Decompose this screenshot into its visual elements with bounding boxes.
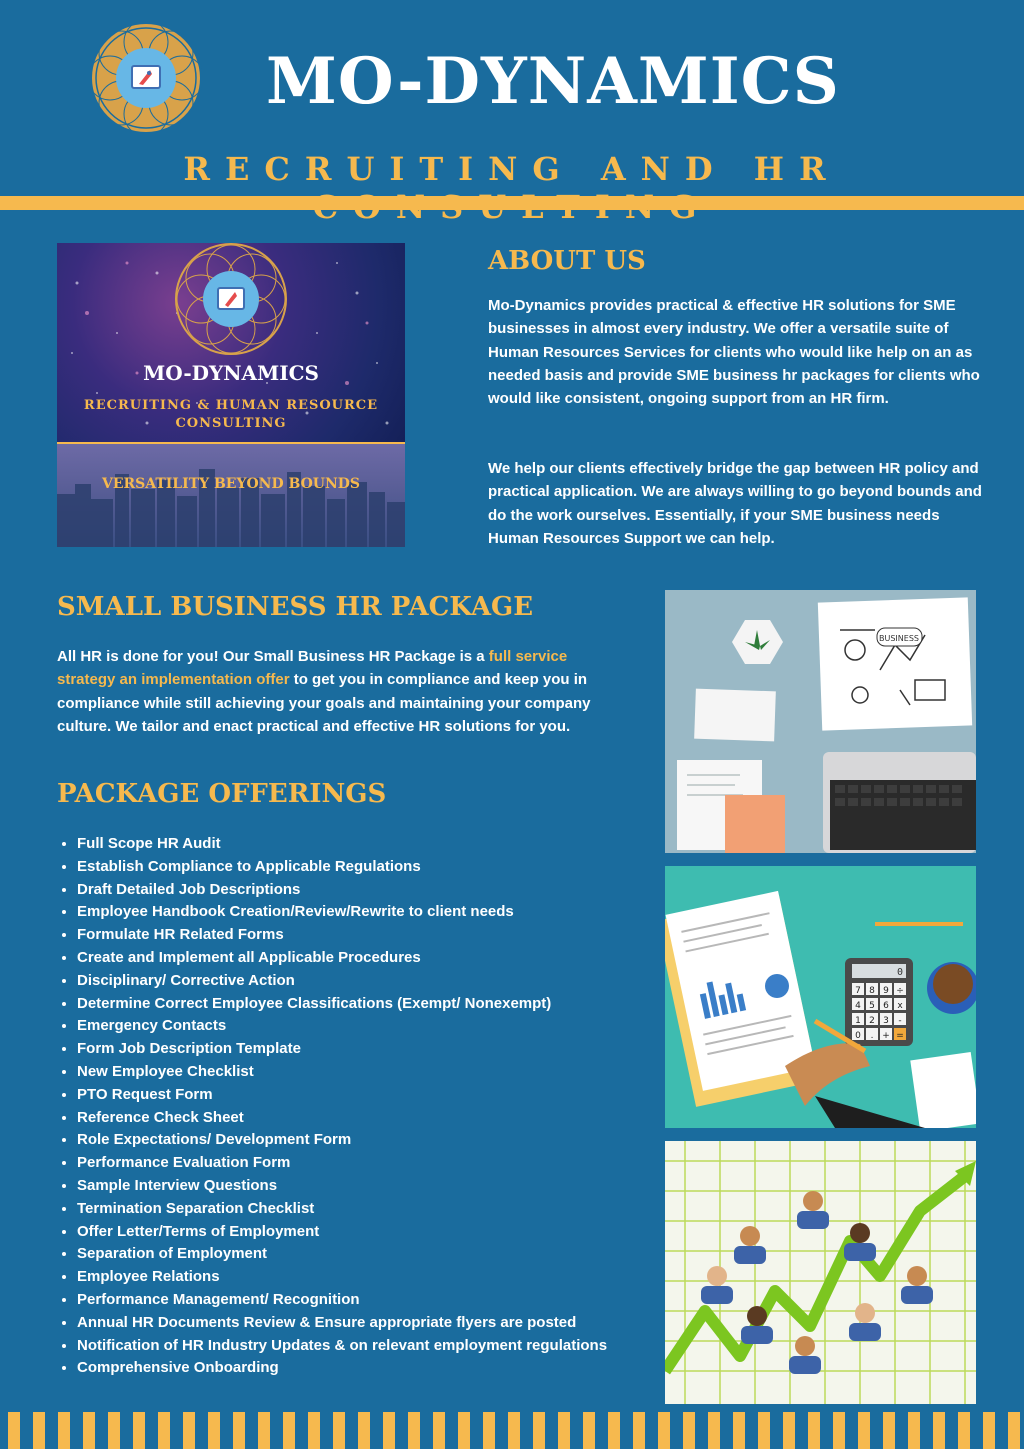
calculator-key-label: 3: [883, 1016, 889, 1026]
package-heading: SMALL BUSINESS HR PACKAGE: [57, 592, 534, 622]
offering-item: • Offer Letter/Terms of Employment: [77, 1221, 657, 1244]
hero-slogan: VERSATILITY BEYOND BOUNDS: [101, 476, 361, 492]
offering-item: • Annual HR Documents Review & Ensure appropriate flyers are posted: [77, 1312, 657, 1335]
package-text-start: All HR is done for you! Our Small Business HR Package is a: [57, 648, 489, 665]
calculator-key-label: 1: [855, 1016, 861, 1026]
calculator-key-label: 9: [883, 986, 889, 996]
calculator-display: 0: [896, 967, 903, 978]
sticky-note-label: BUSINESS: [879, 634, 919, 643]
calculator-key-label: 5: [869, 1001, 875, 1011]
calculator-key-label: 0: [855, 1031, 861, 1041]
calculator-key-label: 8: [869, 986, 875, 996]
offerings-list: [57, 833, 657, 1380]
calculator-key-label: -: [898, 1016, 902, 1026]
offering-item: • Performance Management/ Recognition: [77, 1289, 657, 1312]
offering-item: • Performance Evaluation Form: [77, 1152, 657, 1175]
calculator-key-label: 6: [883, 1001, 889, 1011]
offerings-heading: PACKAGE OFFERINGS: [57, 779, 387, 809]
team-growth-chart-illustration: [665, 1141, 976, 1404]
tagline: RECRUITING AND HR: [183, 150, 841, 188]
footer-stripes: [0, 1412, 1024, 1449]
offering-item: • Create and Implement all Applicable Procedures: [77, 947, 657, 970]
calculator-key-label: .: [870, 1031, 874, 1041]
company-logo: [90, 22, 202, 134]
offering-item: • Full Scope HR Audit: [77, 833, 657, 856]
calculator-key-label: 2: [869, 1016, 875, 1026]
calculator-key-label: ÷: [896, 986, 904, 996]
offering-item: • Employee Relations: [77, 1266, 657, 1289]
offering-item: • Disciplinary/ Corrective Action: [77, 970, 657, 993]
brand-title: MO-DYNAMICS: [266, 44, 840, 119]
calculator-key-label: +: [882, 1031, 890, 1041]
about-paragraph-1: Mo-Dynamics provides practical & effective HR solutions for SME businesses in almost every industry. We offer a versatile suite of Human Resources Services for clients who would like help on an as needed basis and provide SME business hr packages for clients who would like consistent, ongoing support from an HR firm.: [488, 297, 980, 408]
calculator-key-label: 7: [855, 986, 861, 996]
about-paragraph-2: We help our clients effectively bridge the gap between HR policy and practical application. We are always willing to go beyond bounds and do the work ourselves. Essentially, if your SME business needs Human Resources Support we can help.: [488, 460, 982, 547]
offering-item: • Formulate HR Related Forms: [77, 924, 657, 947]
package-description: [57, 645, 629, 738]
offering-item: • Separation of Employment: [77, 1243, 657, 1266]
offering-item: • New Employee Checklist: [77, 1061, 657, 1084]
offering-item: • Emergency Contacts: [77, 1015, 657, 1038]
about-heading: ABOUT US: [488, 246, 646, 276]
calculator-report-illustration: [665, 866, 976, 1128]
offering-item: • Draft Detailed Job Descriptions: [77, 879, 657, 902]
skyline-icon: [57, 444, 405, 547]
growth-illustration: [665, 1141, 976, 1404]
offering-item: • Notification of HR Industry Updates & on relevant employment regulations: [77, 1335, 657, 1358]
calculator-key-label: x: [897, 1001, 903, 1011]
offering-item: • Establish Compliance to Applicable Regulations: [77, 856, 657, 879]
offering-item: • Role Expectations/ Development Form: [77, 1129, 657, 1152]
offering-item: • Comprehensive Onboarding: [77, 1357, 657, 1380]
package-text-end: to get you in compliance and keep you in compliance while still achieving your goals and maintaining your company culture. We tailor and enact practical and effective HR solutions for you.: [57, 671, 591, 735]
offering-item: • Sample Interview Questions: [77, 1175, 657, 1198]
desk-illustration: [665, 590, 976, 853]
offering-item: • Determine Correct Employee Classifications (Exempt/ Nonexempt): [77, 993, 657, 1016]
city-skyline: [57, 444, 405, 547]
offering-item: • Form Job Description Template: [77, 1038, 657, 1061]
hero-title: MO-DYNAMICS: [143, 361, 319, 385]
offering-item: • PTO Request Form: [77, 1084, 657, 1107]
offering-item: • Employee Handbook Creation/Review/Rewrite to client needs: [77, 901, 657, 924]
header-divider: [0, 196, 1024, 210]
hero-subtitle-line1: RECRUITING & HUMAN RESOURCE: [83, 398, 379, 413]
offering-item: • Reference Check Sheet: [77, 1107, 657, 1130]
package-text-highlight: full service strategy an implementation offer: [57, 648, 568, 689]
hero-subtitle: [57, 397, 405, 433]
hero-banner: [57, 243, 405, 547]
galaxy-background: [57, 243, 405, 443]
desk-photo: [665, 590, 976, 853]
hero-subtitle-line2: CONSULTING: [175, 416, 287, 431]
calculator-key-label: =: [896, 1031, 904, 1041]
documents-illustration: [665, 866, 976, 1128]
calculator-key-label: 4: [855, 1001, 861, 1011]
offering-item: • Termination Separation Checklist: [77, 1198, 657, 1221]
